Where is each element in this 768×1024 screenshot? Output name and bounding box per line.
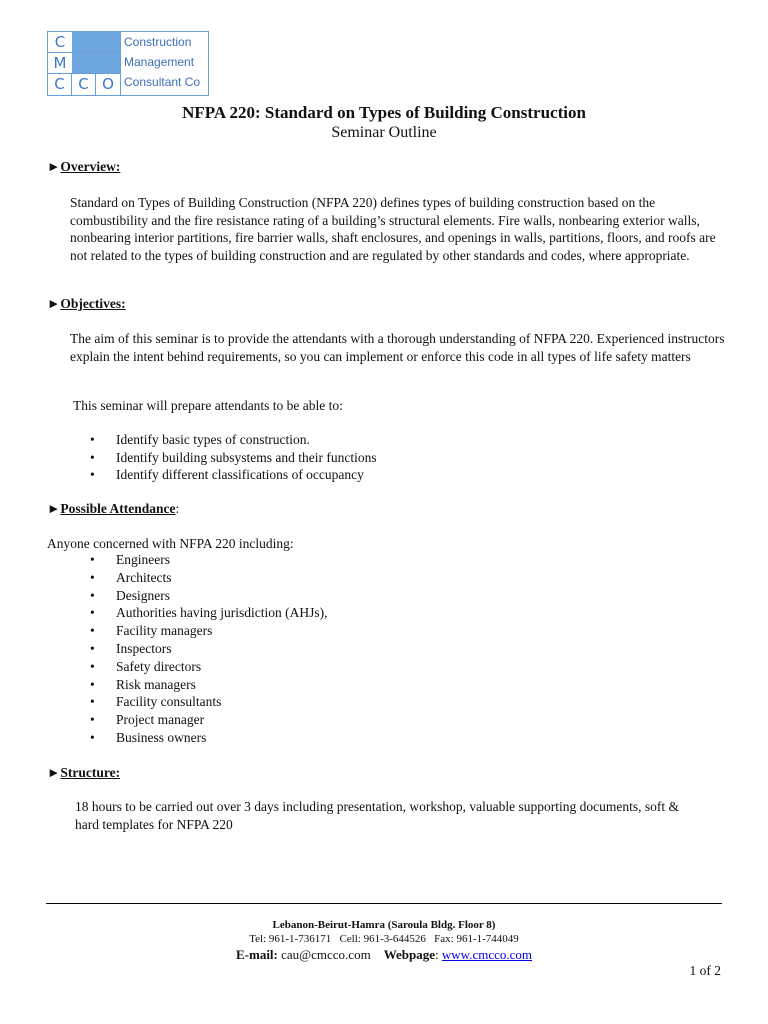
logo-letter: C	[48, 32, 72, 53]
arrow-icon: ►	[47, 159, 61, 174]
page-number: 1 of 2	[689, 963, 721, 978]
list-item: • Authorities having jurisdiction (AHJs),	[90, 604, 327, 622]
structure-heading	[47, 765, 120, 781]
list-item: • Engineers	[90, 551, 327, 569]
footer-address: Lebanon-Beirut-Hamra (Saroula Bldg. Floor 8)	[272, 919, 496, 931]
attendance-heading	[47, 501, 179, 517]
arrow-icon: ►	[47, 501, 61, 516]
structure-heading-text: Structure:	[60, 765, 121, 780]
list-item: • Facility managers	[90, 622, 327, 640]
logo-block	[96, 53, 120, 74]
attendance-intro: Anyone concerned with NFPA 220 including:	[47, 536, 294, 551]
document-subtitle: Seminar Outline	[331, 124, 437, 141]
logo-letter-grid	[48, 32, 120, 95]
email-label: E-mail:	[235, 947, 278, 962]
webpage-link[interactable]: www.cmcco.com	[441, 947, 532, 962]
logo-letter: O	[102, 75, 114, 93]
email-address[interactable]: cau@cmcco.com	[281, 947, 371, 962]
arrow-icon: ►	[47, 296, 61, 311]
objectives-heading-text: Objectives:	[60, 296, 126, 311]
webpage-label: Webpage	[383, 947, 435, 962]
list-item: • Safety directors	[90, 658, 327, 676]
list-item: • Architects	[90, 569, 327, 587]
objectives-intro: This seminar will prepare attendants to be able to:	[73, 398, 343, 413]
objectives-paragraph: The aim of this seminar is to provide the attendants with a thorough understanding of NFPA 220. Experienced instructors explain the intent behind requirements, so you can implement or enforce this code in all types of life safety matters	[70, 331, 725, 364]
logo-line: Management	[124, 55, 195, 69]
webpage-colon: :	[435, 947, 439, 962]
structure-paragraph: 18 hours to be carried out over 3 days including presentation, workshop, valuable supporting documents, soft & hard templates for NFPA 220	[75, 799, 680, 832]
footer-divider	[46, 903, 722, 904]
list-item: • Facility consultants	[90, 693, 327, 711]
arrow-icon: ►	[47, 765, 61, 780]
logo-block	[72, 53, 96, 74]
logo-text	[120, 32, 208, 95]
list-item: • Identify basic types of construction.	[90, 431, 377, 449]
company-logo	[47, 31, 209, 96]
attendance-heading-colon: :	[175, 501, 180, 516]
footer-email-web	[0, 947, 768, 963]
list-item: • Business owners	[90, 729, 327, 747]
objectives-list	[90, 431, 377, 484]
list-item: • Designers	[90, 587, 327, 605]
overview-paragraph: Standard on Types of Building Construction (NFPA 220) defines types of building construction based on the combustibility and the fire resistance rating of a building’s structural elements. Fire walls, nonbearing exterior walls, nonbearing interior partitions, fire barrier walls, shaft enclosures, and openings in walls, partitions, floors, and roofs are not related to the types of building construction and are regulated by other standards and codes, where appropriate.	[70, 195, 716, 263]
logo-line: Construction	[124, 35, 192, 49]
attendance-heading-text: Possible Attendance	[60, 501, 176, 516]
list-item: • Project manager	[90, 711, 327, 729]
logo-letter: C	[48, 74, 72, 95]
list-item: • Identify building subsystems and their functions	[90, 449, 377, 467]
list-item: • Identify different classifications of occupancy	[90, 466, 377, 484]
overview-heading-text: Overview:	[60, 159, 121, 174]
logo-letter: M	[48, 53, 72, 74]
document-title: NFPA 220: Standard on Types of Building Construction	[182, 103, 586, 122]
list-item: • Inspectors	[90, 640, 327, 658]
objectives-heading	[47, 296, 126, 312]
footer-contacts: Tel: 961-1-736171 Cell: 961-3-644526 Fax: 961-1-744049	[249, 933, 519, 945]
logo-letter: C	[72, 74, 96, 95]
logo-line: Consultant Co	[124, 75, 201, 89]
overview-heading	[47, 159, 120, 175]
attendance-list	[90, 551, 327, 747]
logo-block	[96, 32, 120, 53]
list-item: • Risk managers	[90, 676, 327, 694]
logo-block	[72, 32, 96, 53]
